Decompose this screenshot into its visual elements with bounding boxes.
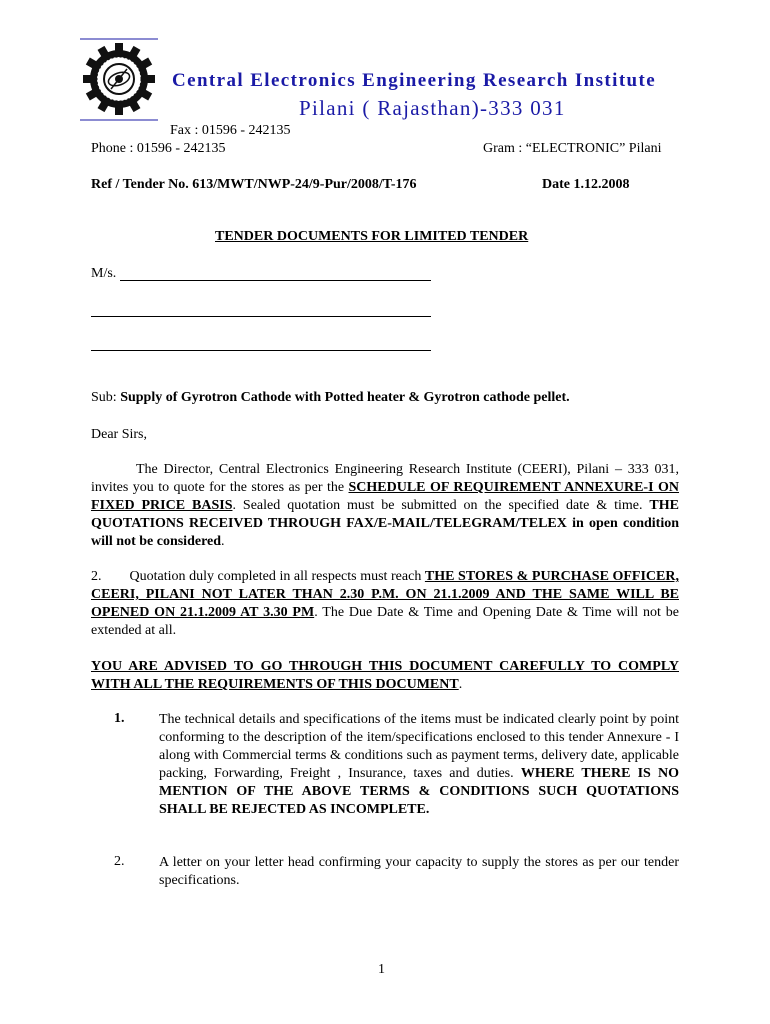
vendor-name-line — [120, 280, 431, 281]
paragraph-1 — [91, 461, 679, 551]
salutation: Dear Sirs, — [91, 427, 147, 442]
para2-number: 2. — [91, 569, 102, 584]
item-1-number: 1. — [114, 711, 125, 726]
tender-reference: Ref / Tender No. 613/MWT/NWP-24/9-Pur/2008/T-176 — [91, 177, 417, 192]
fax-number: Fax : 01596 - 242135 — [170, 123, 291, 138]
institute-location: Pilani ( Rajasthan)-333 031 — [299, 96, 566, 120]
advice-tail: . — [458, 677, 463, 692]
item-1-body: The technical details and specifications of the items must be indicated clearly point by point conforming to the description of the item/specifications enclosed to this tender Annexure - I along with Commercial terms & conditions such as payment terms, delivery date, applicable packing, Forwarding, Freight , Insurance, taxes and duties. — [159, 712, 679, 781]
phone-number: Phone : 01596 - 242135 — [91, 141, 226, 156]
advice-text: YOU ARE ADVISED TO GO THROUGH THIS DOCUMENT CAREFULLY TO COMPLY WITH ALL THE REQUIREMENTS OF THIS DOCUMENT — [91, 659, 679, 692]
ms-label: M/s. — [91, 266, 117, 281]
telegram-address: Gram : “ELECTRONIC” Pilani — [483, 141, 662, 156]
para1-schedule: SCHEDULE OF REQUIREMENT ANNEXURE-I ON FIXED PRICE BASIS — [91, 480, 679, 513]
subject-label: Sub: — [91, 390, 117, 405]
paragraph-2 — [91, 568, 679, 640]
para2-text-a: Quotation duly completed in all respects must reach — [129, 569, 425, 584]
item-1-text — [159, 711, 679, 819]
vendor-address-line-2 — [91, 350, 431, 351]
para1-text-a: The Director, Central Electronics Engineering Research Institute (CEERI), Pilani – 333 031, invites you to quote for the stores as per the — [91, 462, 679, 495]
item-2-text: A letter on your letter head confirming your capacity to supply the stores as per our tender specifications. — [159, 855, 679, 888]
item-2-number: 2. — [114, 854, 125, 869]
tender-date: Date 1.12.2008 — [542, 177, 630, 192]
institute-name: Central Electronics Engineering Research Institute — [172, 70, 657, 91]
para1-notice: THE QUOTATIONS RECEIVED THROUGH FAX/E-MAIL/TELEGRAM/TELEX in open condition will not be considered — [91, 498, 679, 549]
subject-text: Supply of Gyrotron Cathode with Potted heater & Gyrotron cathode pellet. — [120, 390, 570, 405]
ceeri-logo — [78, 36, 160, 122]
advice-paragraph — [91, 658, 679, 694]
vendor-address-line-1 — [91, 316, 431, 317]
subject-line — [91, 390, 570, 406]
item-1-warning: WHERE THERE IS NO MENTION OF THE ABOVE TERMS & CONDITIONS SUCH QUOTATIONS SHALL BE REJECTED AS INCOMPLETE. — [159, 766, 680, 817]
para1-text-c: . Sealed quotation must be submitted on the specified date & time. — [232, 498, 650, 513]
para2-text-c: . The Due Date & Time and Opening Date & Time will not be extended at all. — [91, 605, 679, 638]
para1-text-e: . — [221, 534, 225, 549]
document-title: TENDER DOCUMENTS FOR LIMITED TENDER — [215, 229, 529, 244]
page-number: 1 — [378, 962, 385, 977]
para2-deadline: THE STORES & PURCHASE OFFICER, CEERI, PILANI NOT LATER THAN 2.30 P.M. ON 21.1.2009 AND THE SAME WILL BE OPENED ON 21.1.2009 AT 3.30 PM — [91, 569, 679, 620]
